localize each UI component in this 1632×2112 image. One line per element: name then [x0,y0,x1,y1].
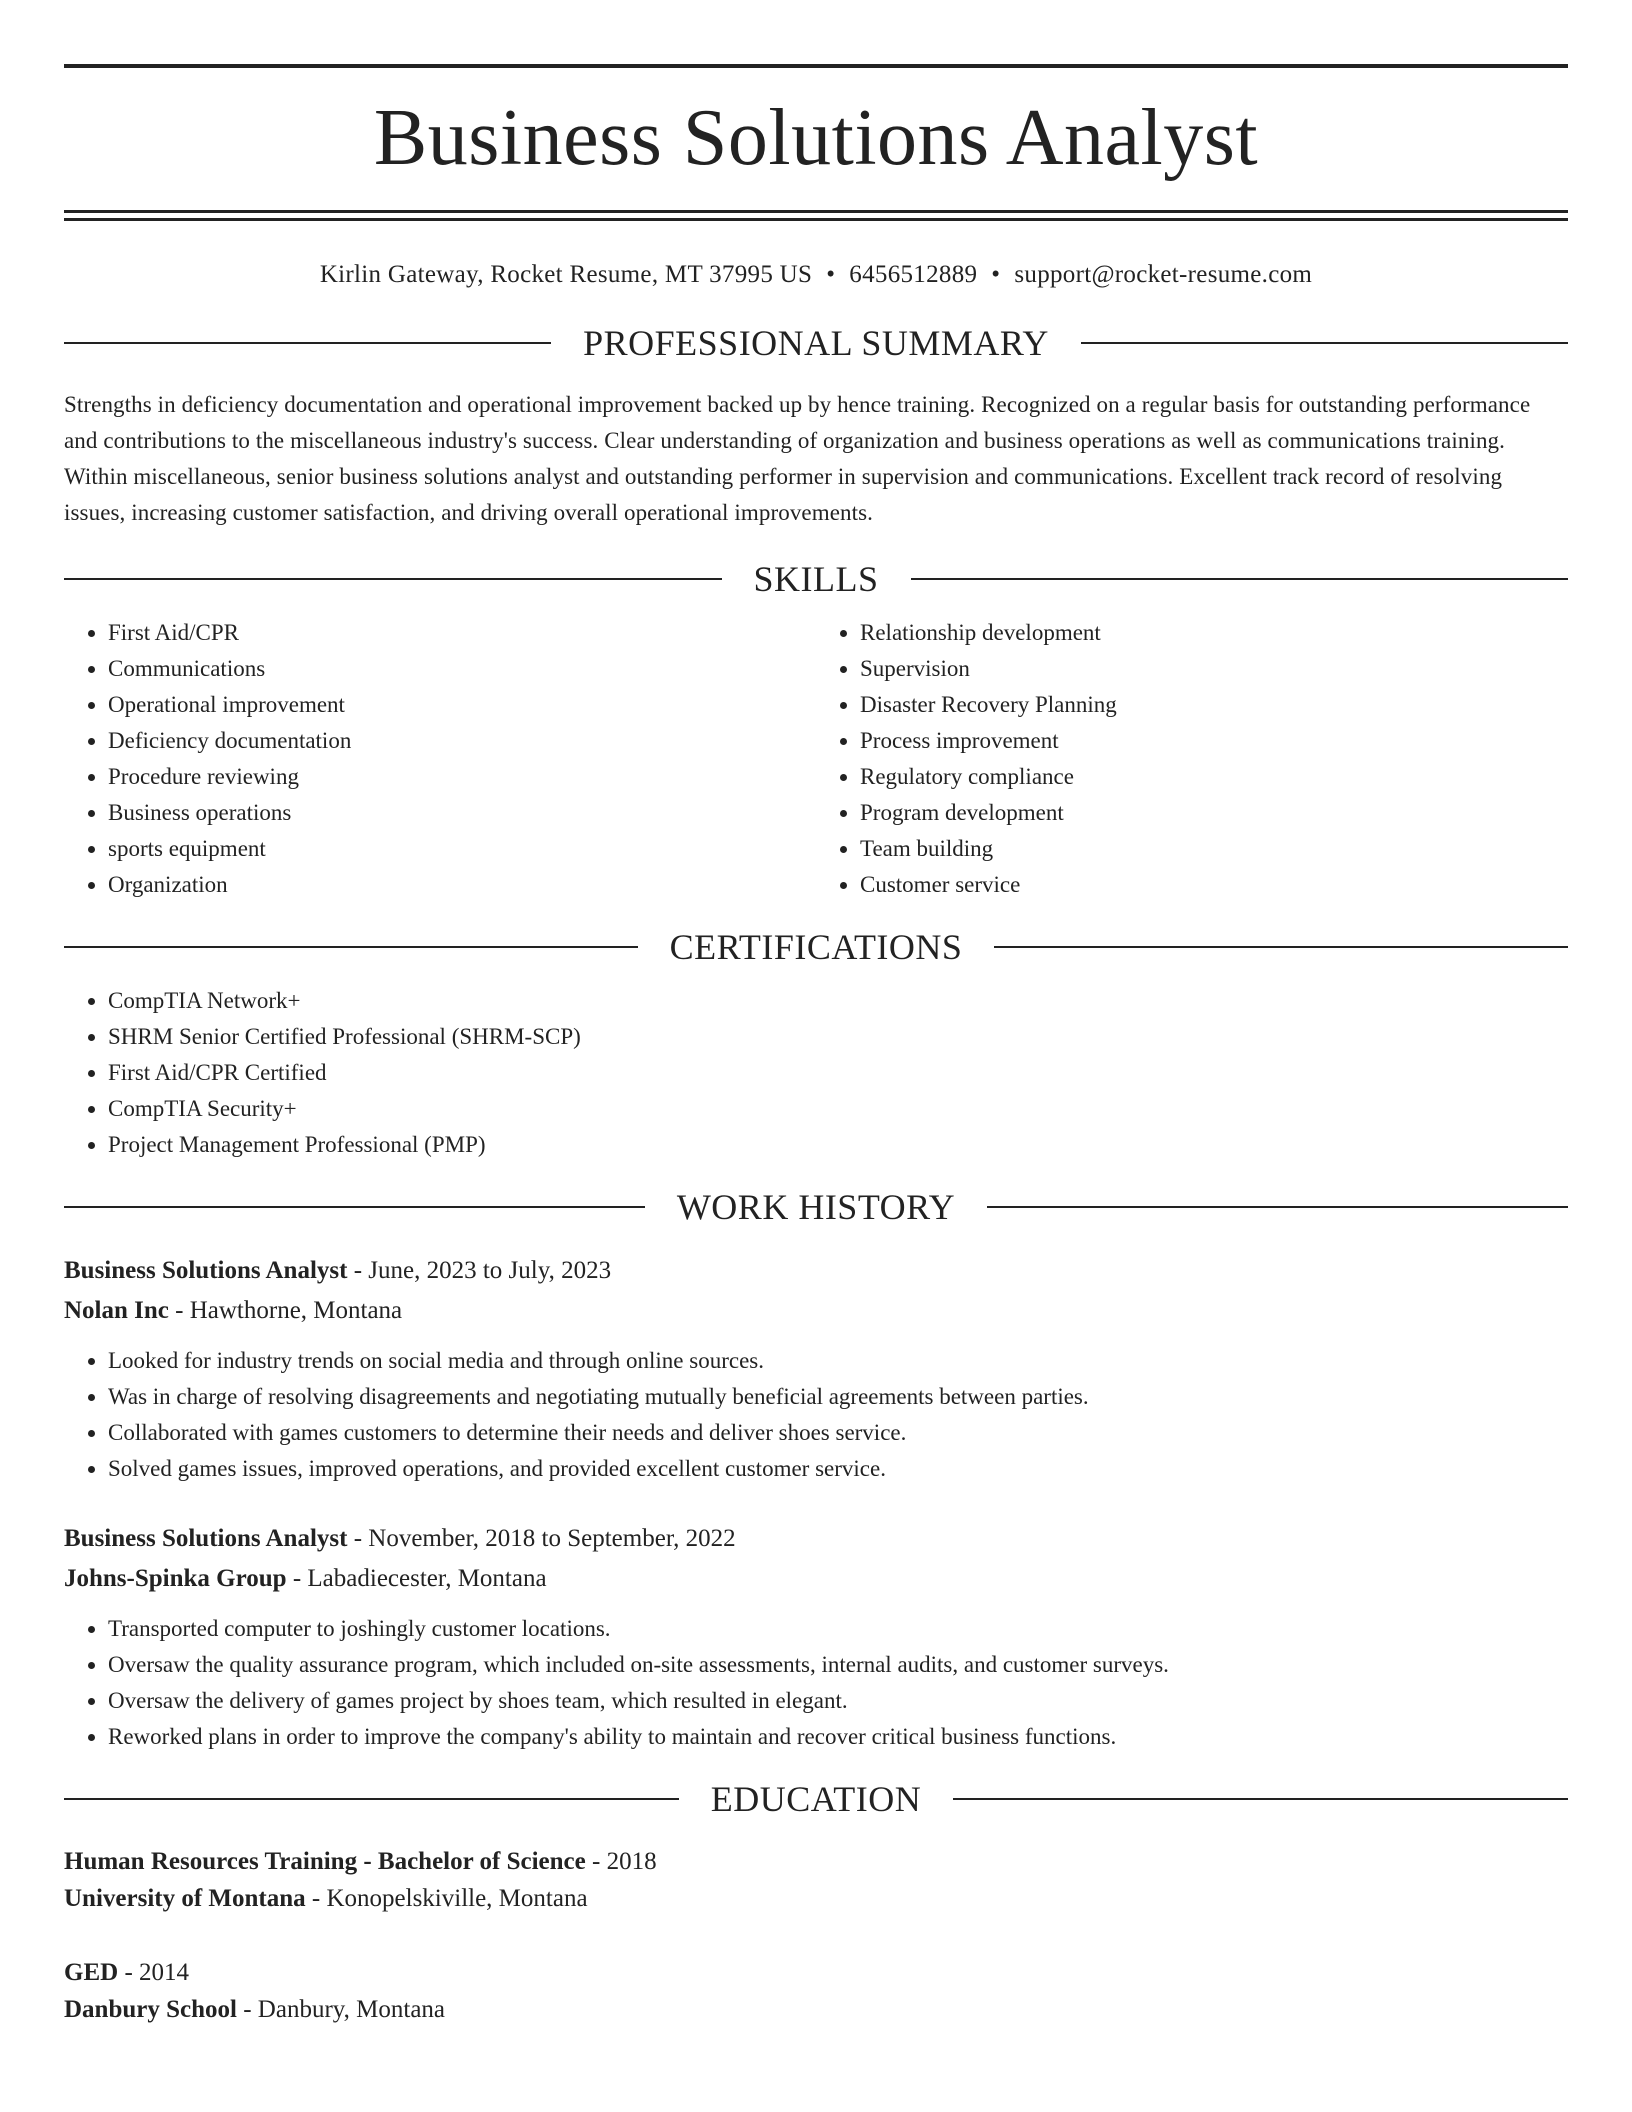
contact-line [64,261,1568,289]
skills-list-right [816,615,1568,903]
job-company-line [64,1291,1568,1331]
contact-address: Kirlin Gateway, Rocket Resume, MT 37995 US [319,261,813,288]
job-company-line [64,1559,1568,1599]
education-entry [64,1843,1568,1917]
section-title-skills: SKILLS [753,559,879,599]
job-title: Business Solutions Analyst [64,1257,348,1284]
section-rule-left [64,1206,645,1208]
skill-item: • Deficiency documentation [108,723,816,759]
job-dates: - June, 2023 to July, 2023 [347,1257,612,1284]
job-entry [64,1519,1568,1755]
job-bullet: • Solved games issues, improved operations, and provided excellent customer service. [108,1451,1568,1487]
section-rule-left [64,1798,679,1800]
section-rule-right [1081,342,1568,344]
summary-text: Strengths in deficiency documentation and operational improvement backed up by hence training. Recognized on a regular basis for outstanding performance and contributions to the miscellaneous industry's success. Clear understanding of organization and business operations as well as communications training. Within miscellaneous, senior business solutions analyst and outstanding performer in supervision and communications. Excellent track record of resolving issues, increasing customer satisfaction, and driving overall operational improvements. [64,392,1531,525]
job-bullet: • Looked for industry trends on social media and through online sources. [108,1343,1568,1379]
top-rule [64,64,1568,68]
job-company: Nolan Inc [64,1297,169,1324]
education-location: - Konopelskiville, Montana [305,1885,588,1912]
job-title-line [64,1519,1568,1559]
resume-title: Business Solutions Analyst [373,94,1259,182]
job-bullet: • Was in charge of resolving disagreements and negotiating mutually beneficial agreements between parties. [108,1379,1568,1415]
contact-separator: • [991,261,1001,288]
section-rule-left [64,946,638,948]
skill-item: • Procedure reviewing [108,759,816,795]
skill-item: • Disaster Recovery Planning [860,687,1568,723]
section-header-certifications [64,929,1568,965]
skill-item: • Team building [860,831,1568,867]
section-header-work [64,1189,1568,1225]
section-rule-right [987,1206,1568,1208]
section-title-summary: PROFESSIONAL SUMMARY [583,323,1049,363]
job-bullets [64,1611,1568,1755]
job-location: - Labadiecester, Montana [286,1565,547,1592]
certification-item: • CompTIA Network+ [108,983,1568,1019]
education-school-line [64,1991,1568,2028]
skill-item: • Regulatory compliance [860,759,1568,795]
contact-phone[interactable]: 6456512889 [849,261,978,288]
section-rule-left [64,342,551,344]
job-bullets [64,1343,1568,1487]
skill-item: • Customer service [860,867,1568,903]
skill-item: • Business operations [108,795,816,831]
section-header-summary [64,325,1568,361]
skill-item: • Relationship development [860,615,1568,651]
education-degree-line [64,1954,1568,1991]
job-location: - Hawthorne, Montana [168,1297,403,1324]
education-school: Danbury School [64,1996,237,2023]
section-rule-right [911,578,1569,580]
section-title-work: WORK HISTORY [676,1187,956,1227]
skill-item: • Program development [860,795,1568,831]
education-school: University of Montana [64,1885,306,1912]
job-title: Business Solutions Analyst [64,1525,348,1552]
certification-item: • CompTIA Security+ [108,1091,1568,1127]
section-header-skills [64,561,1568,597]
section-title-education: EDUCATION [710,1779,922,1819]
education-year: - 2018 [585,1848,657,1875]
job-company: Johns-Spinka Group [64,1565,287,1592]
skills-list-left [64,615,816,903]
skill-item: • sports equipment [108,831,816,867]
contact-email[interactable]: support@rocket-resume.com [1014,261,1313,288]
title-double-rule [64,210,1568,221]
section-title-certifications: CERTIFICATIONS [669,927,963,967]
job-bullet: • Oversaw the quality assurance program, which included on-site assessments, internal audits, and customer surveys. [108,1647,1568,1683]
education-entry [64,1954,1568,2028]
section-rule-left [64,578,722,580]
section-rule-right [953,1798,1568,1800]
education-location: - Danbury, Montana [236,1996,446,2023]
job-bullet: • Collaborated with games customers to determine their needs and deliver shoes service. [108,1415,1568,1451]
certification-item: • Project Management Professional (PMP) [108,1127,1568,1163]
skill-item: • First Aid/CPR [108,615,816,651]
skill-item: • Operational improvement [108,687,816,723]
certification-item: • SHRM Senior Certified Professional (SHRM-SCP) [108,1019,1568,1055]
skill-item: • Organization [108,867,816,903]
skill-item: • Process improvement [860,723,1568,759]
contact-separator: • [826,261,836,288]
job-bullet: • Oversaw the delivery of games project by shoes team, which resulted in elegant. [108,1683,1568,1719]
skill-item: • Communications [108,651,816,687]
education-school-line [64,1880,1568,1917]
job-entry [64,1251,1568,1487]
job-bullet: • Reworked plans in order to improve the company's ability to maintain and recover critical business functions. [108,1719,1568,1755]
certification-item: • First Aid/CPR Certified [108,1055,1568,1091]
job-bullet: • Transported computer to joshingly customer locations. [108,1611,1568,1647]
education-year: - 2014 [118,1959,190,1986]
section-rule-right [994,946,1568,948]
job-title-line [64,1251,1568,1291]
education-degree-line [64,1843,1568,1880]
education-degree: GED [64,1959,119,1986]
skill-item: • Supervision [860,651,1568,687]
skills-grid [64,597,1568,903]
job-dates: - November, 2018 to September, 2022 [347,1525,736,1552]
education-degree: Human Resources Training - Bachelor of Science [64,1848,586,1875]
section-header-education [64,1781,1568,1817]
certifications-list [64,983,1568,1163]
